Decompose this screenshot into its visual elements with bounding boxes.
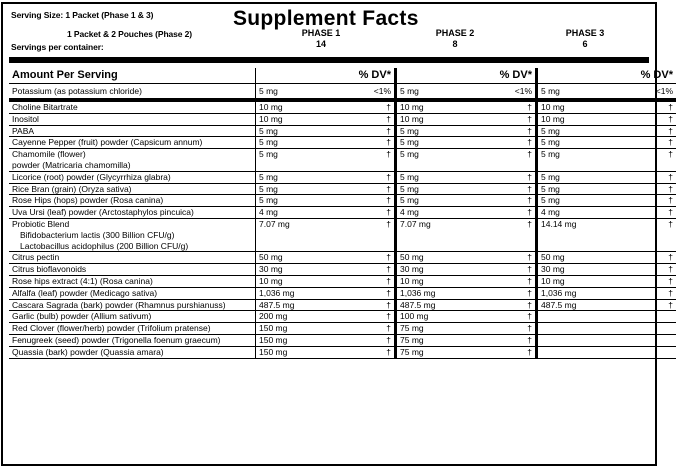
amount-phase-3: [537, 346, 629, 358]
dv-phase-3: †: [628, 171, 676, 183]
amount-phase-2: 30 mg: [396, 264, 488, 276]
amount-phase-3: 5 mg: [537, 195, 629, 207]
amount-phase-3: 30 mg: [537, 264, 629, 276]
dv-phase-1: †: [346, 137, 396, 149]
dv-phase-1: †: [346, 334, 396, 346]
table-row: [9, 113, 676, 125]
ingredient-label: [9, 100, 256, 113]
amount-phase-2: 10 mg: [396, 275, 488, 287]
ingredient-label: [9, 252, 256, 264]
ingredient-label: [9, 311, 256, 323]
amount-phase-2: 75 mg: [396, 323, 488, 335]
amount-phase-1: 4 mg: [256, 207, 347, 219]
amount-phase-2: 10 mg: [396, 113, 488, 125]
dv-phase-3: †: [628, 275, 676, 287]
amount-phase-3: 5 mg: [537, 171, 629, 183]
dv-phase-3: †: [628, 218, 676, 251]
dv-phase-2: †: [487, 264, 537, 276]
amount-phase-2: 7.07 mg: [396, 218, 488, 251]
amount-phase-2: 5 mg: [396, 149, 488, 172]
dv-phase-3: †: [628, 125, 676, 137]
dv-phase-2: †: [487, 113, 537, 125]
table-row: [9, 252, 676, 264]
dv-phase-2: †: [487, 334, 537, 346]
ingredient-name: Cascara Sagrada (bark) powder (Rhamnus purshianuss): [12, 299, 226, 310]
table-row: [9, 100, 676, 113]
table-row: [9, 275, 676, 287]
phase-1-name: PHASE 1: [301, 28, 341, 38]
amount-phase-3: 5 mg: [537, 149, 629, 172]
amount-phase-3: 487.5 mg: [537, 299, 629, 311]
ingredient-label: [9, 125, 256, 137]
table-row: [9, 287, 676, 299]
phase-2-header: [395, 28, 515, 49]
ingredient-name-line: Lactobacillus acidophilus (200 Billion CFU/g): [20, 240, 189, 251]
dv-phase-2: †: [487, 323, 537, 335]
table-row: [9, 346, 676, 358]
dv-phase-3: †: [628, 113, 676, 125]
ingredient-label: [9, 323, 256, 335]
amount-phase-1: 150 mg: [256, 334, 347, 346]
dv-phase-3: †: [628, 195, 676, 207]
table-row: [9, 125, 676, 137]
phase-2-servings: 8: [452, 39, 458, 49]
serving-size: Serving Size: 1 Packet (Phase 1 & 3): [11, 10, 154, 20]
ingredient-name: Rose Hips (hops) powder (Rosa canina): [12, 195, 164, 206]
amount-phase-1: 5 mg: [256, 171, 347, 183]
serving-size-phase2: 1 Packet & 2 Pouches (Phase 2): [67, 29, 193, 39]
amount-phase-1: 200 mg: [256, 311, 347, 323]
amount-phase-1: 1,036 mg: [256, 287, 347, 299]
ingredient-name: Inositol: [12, 113, 39, 124]
amount-phase-2: 5 mg: [396, 137, 488, 149]
dv-phase-2: †: [487, 125, 537, 137]
amount-phase-2: 5 mg: [396, 84, 488, 101]
amount-phase-2: 75 mg: [396, 334, 488, 346]
amount-phase-1: 5 mg: [256, 125, 347, 137]
amount-phase-1: 10 mg: [256, 100, 347, 113]
ingredient-label: [9, 195, 256, 207]
ingredient-name: Citrus bioflavonoids: [12, 264, 87, 275]
ingredient-label: [9, 287, 256, 299]
ingredient-label: [9, 171, 256, 183]
phase-3-header: [525, 28, 645, 49]
ingredient-name: Alfalfa (leaf) powder (Medicago sativa): [12, 287, 158, 298]
dv-label-phase-2: % DV*: [487, 68, 537, 84]
servings-per-container-label: Servings per container:: [11, 42, 104, 52]
ingredient-name: Citrus pectin: [12, 252, 60, 263]
amount-phase-2: 5 mg: [396, 125, 488, 137]
amount-phase-1: 5 mg: [256, 137, 347, 149]
header-rule: [9, 57, 649, 63]
ingredient-name: Rice Bran (grain) (Oryza sativa): [12, 183, 132, 194]
dv-phase-3: †: [628, 100, 676, 113]
dv-phase-2: †: [487, 137, 537, 149]
dv-phase-3: [628, 346, 676, 358]
ingredient-label: [9, 207, 256, 219]
ingredient-label: [9, 299, 256, 311]
table-row: [9, 311, 676, 323]
amount-phase-2: 5 mg: [396, 171, 488, 183]
dv-phase-3: †: [628, 137, 676, 149]
supplement-facts-panel: [1, 2, 673, 466]
phase-3-name: PHASE 3: [565, 28, 605, 38]
amount-phase-3: 4 mg: [537, 207, 629, 219]
table-row: [9, 323, 676, 335]
dv-phase-2: †: [487, 287, 537, 299]
phase-1-servings: 14: [315, 39, 326, 49]
ingredient-label: [9, 346, 256, 358]
amount-phase-1: 7.07 mg: [256, 218, 347, 251]
amount-phase-2: 5 mg: [396, 195, 488, 207]
ingredient-label: [9, 113, 256, 125]
ingredient-name: Rose hips extract (4:1) (Rosa canina): [12, 275, 153, 286]
dv-phase-3: †: [628, 149, 676, 172]
amount-phase-2: 487.5 mg: [396, 299, 488, 311]
table-row: [9, 183, 676, 195]
phase-3-servings: 6: [582, 39, 588, 49]
dv-phase-1: †: [346, 207, 396, 219]
dv-phase-2: <1%: [487, 84, 537, 101]
dv-phase-1: †: [346, 100, 396, 113]
dv-phase-3: [628, 311, 676, 323]
dv-phase-2: †: [487, 207, 537, 219]
ingredient-label: [9, 264, 256, 276]
table-row: [9, 334, 676, 346]
ingredient-label: [9, 275, 256, 287]
ingredient-name: Uva Ursi (leaf) powder (Arctostaphylos pincuica): [12, 207, 194, 218]
amount-phase-2: 1,036 mg: [396, 287, 488, 299]
table-row: [9, 195, 676, 207]
amount-phase-1: 5 mg: [256, 84, 347, 101]
amount-phase-3: 10 mg: [537, 100, 629, 113]
amount-per-serving-label: Amount Per Serving: [9, 68, 256, 84]
table-row: [9, 171, 676, 183]
ingredient-name-line: powder (Matricaria chamomilla): [12, 159, 131, 170]
amount-phase-2: 4 mg: [396, 207, 488, 219]
ingredient-label: [9, 218, 256, 251]
amount-phase-1: 5 mg: [256, 149, 347, 172]
amount-phase-1: 5 mg: [256, 195, 347, 207]
table-row: [9, 137, 676, 149]
amount-phase-3: 5 mg: [537, 137, 629, 149]
amount-phase-2: 10 mg: [396, 100, 488, 113]
dv-phase-3: †: [628, 183, 676, 195]
ingredient-name: Fenugreek (seed) powder (Trigonella foenum graecum): [12, 334, 221, 345]
phase-1-header: [261, 28, 381, 49]
amount-phase-2: 5 mg: [396, 183, 488, 195]
panel-title: Supplement Facts: [233, 7, 419, 30]
dv-phase-2: †: [487, 252, 537, 264]
table-row: [9, 264, 676, 276]
dv-phase-3: †: [628, 207, 676, 219]
amount-phase-2: 50 mg: [396, 252, 488, 264]
ingredient-name: Cayenne Pepper (fruit) powder (Capsicum annum): [12, 137, 203, 148]
amount-phase-3: 1,036 mg: [537, 287, 629, 299]
amount-phase-1: 10 mg: [256, 113, 347, 125]
amount-phase-2: 100 mg: [396, 311, 488, 323]
dv-phase-2: †: [487, 299, 537, 311]
dv-phase-1: †: [346, 183, 396, 195]
amount-phase-3: 5 mg: [537, 125, 629, 137]
ingredient-name: Quassia (bark) powder (Quassia amara): [12, 346, 164, 357]
dv-label-phase-3: % DV*: [628, 68, 676, 84]
dv-phase-2: †: [487, 346, 537, 358]
table-row: [9, 149, 676, 172]
dv-phase-1: †: [346, 125, 396, 137]
phase-2-name: PHASE 2: [435, 28, 475, 38]
ingredient-name-line: Bifidobacterium lactis (300 Billion CFU/g): [20, 229, 175, 240]
dv-phase-3: <1%: [628, 84, 676, 101]
dv-phase-2: †: [487, 311, 537, 323]
table-row: [9, 299, 676, 311]
amount-phase-1: 487.5 mg: [256, 299, 347, 311]
ingredient-name: Choline Bitartrate: [12, 102, 78, 112]
dv-phase-1: †: [346, 299, 396, 311]
table-head-row: [9, 68, 676, 84]
dv-phase-3: †: [628, 252, 676, 264]
table-row-potassium: [9, 84, 676, 101]
ingredient-name: Garlic (bulb) powder (Allium sativum): [12, 311, 152, 322]
dv-phase-1: †: [346, 252, 396, 264]
dv-label-phase-1: % DV*: [346, 68, 396, 84]
amount-phase-1: 150 mg: [256, 323, 347, 335]
dv-phase-3: †: [628, 299, 676, 311]
amount-phase-3: [537, 311, 629, 323]
amount-phase-1: 150 mg: [256, 346, 347, 358]
dv-phase-1: <1%: [346, 84, 396, 101]
amount-phase-3: 10 mg: [537, 113, 629, 125]
amount-phase-3: 50 mg: [537, 252, 629, 264]
ingredient-name: Chamomile (flower): [12, 149, 86, 160]
ingredient-label: [9, 149, 256, 172]
ingredient-name: Probiotic Blend: [12, 218, 70, 229]
dv-phase-1: †: [346, 195, 396, 207]
dv-phase-1: †: [346, 171, 396, 183]
ingredient-name: Red Clover (flower/herb) powder (Trifolium pratense): [12, 323, 211, 334]
dv-phase-1: †: [346, 311, 396, 323]
ingredient-name: PABA: [12, 125, 35, 136]
dv-phase-2: †: [487, 100, 537, 113]
dv-phase-2: †: [487, 195, 537, 207]
amount-phase-1: 30 mg: [256, 264, 347, 276]
amount-phase-1: 5 mg: [256, 183, 347, 195]
nutrient-label: Potassium (as potassium chloride): [9, 84, 256, 101]
dv-phase-2: †: [487, 275, 537, 287]
amount-phase-2: 75 mg: [396, 346, 488, 358]
amount-phase-3: [537, 334, 629, 346]
dv-phase-1: †: [346, 323, 396, 335]
dv-phase-3: †: [628, 287, 676, 299]
table-row: [9, 207, 676, 219]
nutrient-table: [9, 68, 676, 359]
dv-phase-3: [628, 334, 676, 346]
ingredient-label: [9, 183, 256, 195]
dv-phase-1: †: [346, 113, 396, 125]
dv-phase-1: †: [346, 287, 396, 299]
amount-phase-1: 10 mg: [256, 275, 347, 287]
dv-phase-3: †: [628, 264, 676, 276]
amount-phase-3: 14.14 mg: [537, 218, 629, 251]
dv-phase-2: †: [487, 218, 537, 251]
dv-phase-3: [628, 323, 676, 335]
amount-phase-1: 50 mg: [256, 252, 347, 264]
dv-phase-1: †: [346, 149, 396, 172]
amount-phase-3: 10 mg: [537, 275, 629, 287]
ingredient-label: [9, 137, 256, 149]
dv-phase-2: †: [487, 183, 537, 195]
dv-phase-1: †: [346, 218, 396, 251]
dv-phase-1: †: [346, 346, 396, 358]
amount-phase-3: 5 mg: [537, 84, 629, 101]
ingredient-name: Licorice (root) powder (Glycyrrhiza glabra): [12, 171, 171, 182]
dv-phase-1: †: [346, 275, 396, 287]
amount-phase-3: 5 mg: [537, 183, 629, 195]
dv-phase-2: †: [487, 171, 537, 183]
dv-phase-2: †: [487, 149, 537, 172]
table-row: [9, 218, 676, 251]
dv-phase-1: †: [346, 264, 396, 276]
amount-phase-3: [537, 323, 629, 335]
ingredient-label: [9, 334, 256, 346]
